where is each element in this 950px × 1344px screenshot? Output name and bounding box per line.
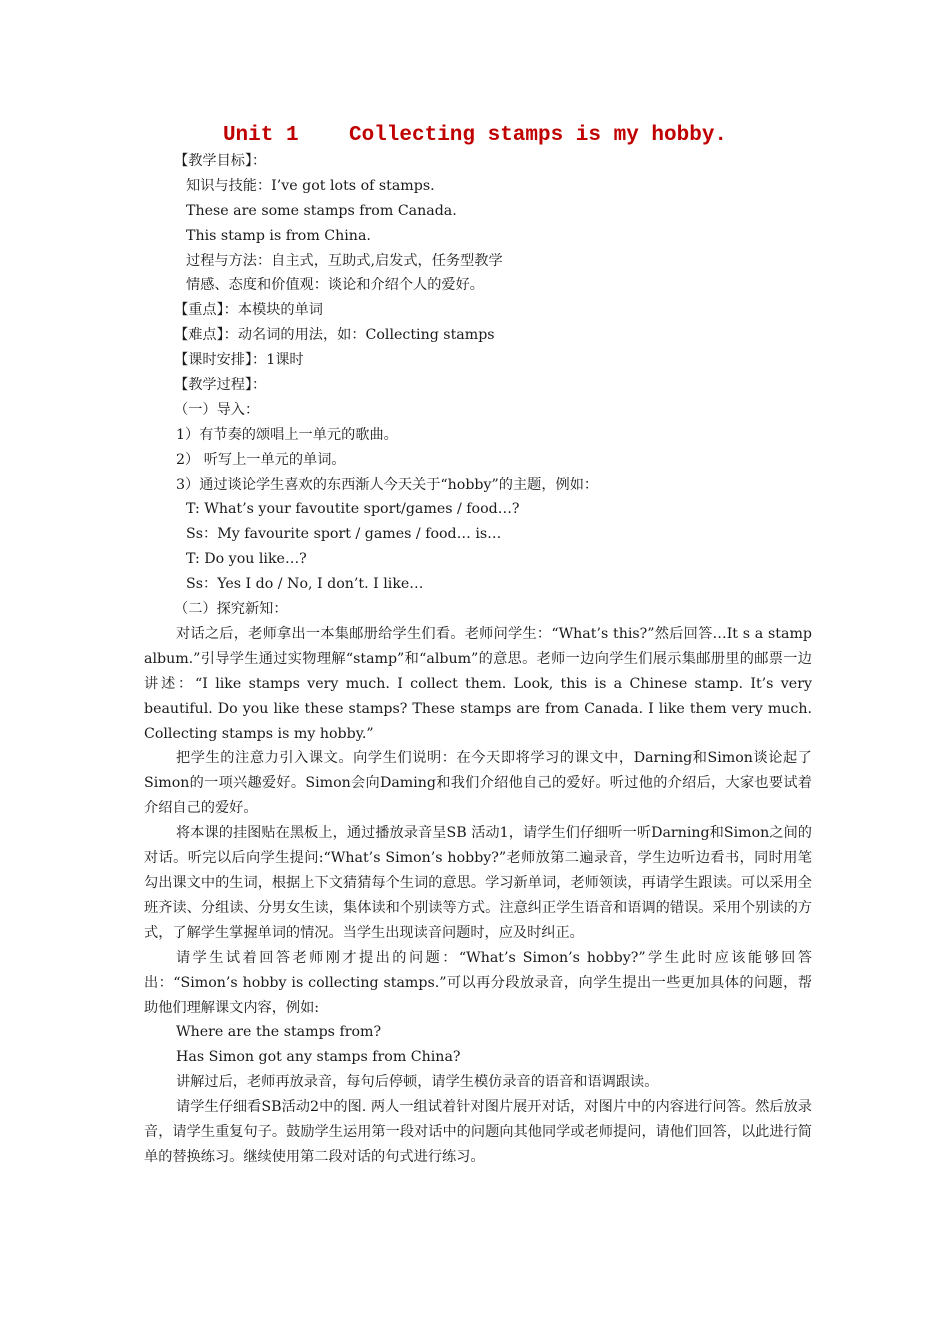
intro-step-2: 2） 听写上一单元的单词。	[176, 451, 346, 468]
section-heading-schedule: 【课时安排】：1课时	[174, 352, 304, 369]
dialogue-line-students-2: Ss：Yes I do / No, I don’t. I like…	[186, 576, 424, 593]
objective-sentence-china: This stamp is from China.	[186, 227, 371, 244]
objective-knowledge-line: 知识与技能：I’ve got lots of stamps.	[186, 177, 435, 194]
objective-attitude-line: 情感、态度和价值观：谈论和介绍个人的爱好。	[186, 277, 484, 294]
objective-methods-line: 过程与方法：自主式，互助式,启发式，任务型教学	[186, 252, 503, 269]
paragraph-answer-question: 请学生试着回答老师刚才提出的问题：“What’s Simon’s hobby?”学生此时应该能够回答出：“Simon’s hobby is collecting stamps.”可以再分段放录音，向学生提出一些更加具体的问题，帮助他们理解课文内容，例如:	[144, 949, 812, 1016]
dialogue-line-teacher-2: T: Do you like…?	[186, 551, 307, 568]
paragraph-repeat-recording: 讲解过后，老师再放录音，每句后停顿，请学生模仿录音的语音和语调跟读。	[176, 1074, 659, 1091]
dialogue-line-students-1: Ss：My favourite sport / games / food… is…	[186, 526, 502, 543]
question-where-from: Where are the stamps from?	[176, 1024, 382, 1041]
objective-sentence-canada: These are some stamps from Canada.	[186, 202, 457, 219]
paragraph-listening-activity: 将本课的挂图贴在黑板上，通过播放录音呈SB 活动1，请学生们仔细听一听Darning和Simon之间的对话。听完以后向学生提问:“What’s Simon’s hobby?”老师放第二遍录音，学生边听边看书，同时用笔勾出课文中的生词，根据上下文猜猜每个生词的意思。学习新单词，老师领读，再请学生跟读。可以采用全班齐读、分组读、分男女生读，集体读和个别读等方式。注意纠正学生语音和语调的错误。采用个别读的方式，了解学生掌握单词的情况。当学生出现读音问题时，应及时纠正。	[144, 825, 812, 941]
document-body	[144, 149, 812, 1170]
paragraph-activity-2: 请学生仔细看SB活动2中的图. 两人一组试着针对图片展开对话，对图片中的内容进行问答。然后放录音，请学生重复句子。鼓励学生运用第一段对话中的问题向其他同学或老师提问，请他们回答，以此进行简单的替换练习。继续使用第二段对话的句式进行练习。	[144, 1099, 812, 1165]
section-heading-difficulties: 【难点】：动名词的用法，如：Collecting stamps	[174, 327, 495, 344]
dialogue-line-teacher-1: T: What’s your favoutite sport/games / food…?	[186, 501, 520, 518]
question-stamps-china: Has Simon got any stamps from China?	[176, 1049, 461, 1066]
subsection-intro: （一）导入：	[174, 401, 260, 418]
document-title: Unit 1 Collecting stamps is my hobby.	[222, 124, 728, 147]
section-heading-objectives: 【教学目标】：	[174, 153, 267, 169]
section-heading-key-points: 【重点】：本模块的单词	[174, 302, 323, 319]
intro-step-1: 1）有节奏的颂唱上一单元的歌曲。	[176, 426, 398, 443]
section-heading-process: 【教学过程】：	[174, 377, 267, 394]
paragraph-introduce-text: 把学生的注意力引入课文。向学生们说明：在今天即将学习的课文中，Darning和Simon谈论起了Simon的一项兴趣爱好。Simon会向Daming和我们介绍他自己的爱好。听过他的介绍后，大家也要试着介绍自己的爱好。	[144, 750, 812, 817]
intro-step-3: 3）通过谈论学生喜欢的东西渐人今天关于“hobby”的主题，例如：	[176, 476, 599, 493]
paragraph-stamp-album: 对话之后，老师拿出一本集邮册给学生们看。老师问学生：“What’s this?”然后回答…It s a stamp album.”引导学生通过实物理解“stamp”和“album”的意思。老师一边向学生们展示集邮册里的邮票一边讲述：“I like stamps very much. I collect them. Look, this is a Chinese stamp. It’s very beautiful. Do you like these stamps? These stamps are from Canada. I like them very much. Collecting stamps is my hobby.”	[144, 625, 812, 742]
subsection-new-knowledge: （二）探究新知：	[174, 601, 288, 618]
